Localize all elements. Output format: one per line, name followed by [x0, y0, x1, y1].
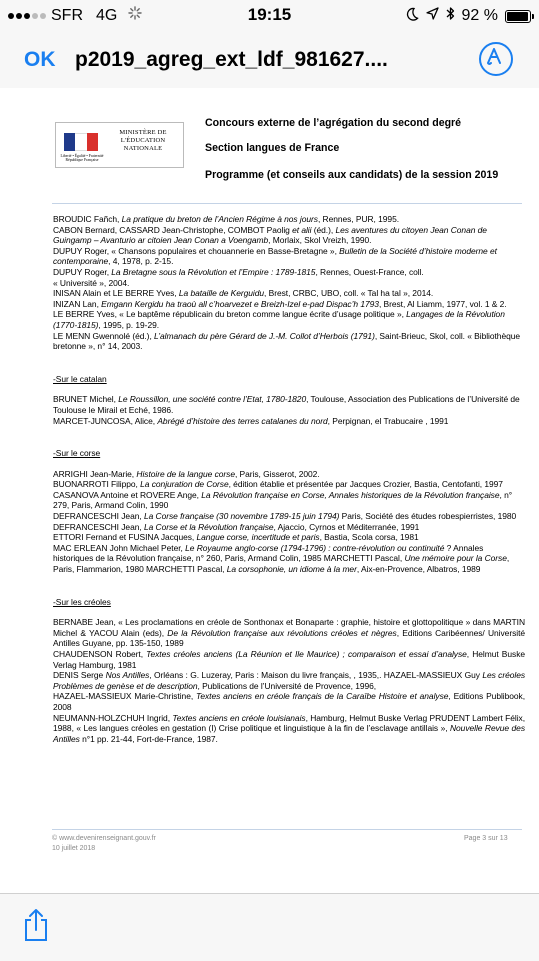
- bibliography-entry: HAZAEL-MASSIEUX Marie-Christine, Textes anciens en créole français de la Caraïbe Histoire et analyse, Editions Publibook, 2008: [53, 691, 525, 712]
- header-line-3: Programme (et conseils aux candidats) de la session 2019: [205, 169, 499, 181]
- header-divider: [52, 203, 522, 204]
- bibliography-entry: INISAN Alain et LE BERRE Yves, La bataille de Kerguidu, Brest, CRBC, UBO, coll. « Tal ha tal », 2014.: [53, 288, 434, 299]
- header-line-1: Concours externe de l’agrégation du second degré: [205, 117, 462, 129]
- clock: 19:15: [247, 5, 292, 24]
- bibliography-entry: DEFRANCESCHI Jean, La Corse et la Révolution française, Ajaccio, Cyrnos et Méditerranée, 1991: [53, 521, 420, 532]
- bibliography-entry: CABON Bernard, CASSARD Jean-Christophe, COMBOT Paolig et alii (éd.), Les aventures du citoyen Jean Conan de Guingamp – Avanturio ar citoien Jean Conan a Voengamb, Morlaix, Skol Vreizh, 1990.: [53, 224, 487, 246]
- ministry-logo: [55, 122, 184, 168]
- status-bar: [0, 0, 539, 32]
- bibliography-entry: CHAUDENSON Robert, Textes créoles anciens (La Réunion et Ile Maurice) ; comparaison et essai d’analyse, Helmut Buske Verlag Hamburg, 1981: [53, 649, 526, 670]
- republic-motto: Liberté • Égalité • Fraternité République Française: [60, 154, 104, 163]
- french-flag: [64, 133, 98, 151]
- footer-page-number: Page 3 sur 13: [464, 835, 508, 842]
- bibliography-entry: MAC ERLEAN John Michael Peter, Le Royaume anglo-corse (1794-1796) : contre-révolution ou continuité ? Annales historiques de la Révolution française, n° 260, Paris, Armand Colin, 1985 MARCHETTI Pascal, Une mémoire pour la Corse, Paris, Flammarion, 1980 MARCHETTI Pascal, La corsophonie, un idiome à la mer, Aix-en-Provence, Albatros, 1989: [53, 542, 510, 575]
- bibliography-entry: ARRIGHI Jean-Marie, Histoire de la langue corse, Paris, Gisserot, 2002.: [53, 468, 320, 479]
- ministry-name: MINISTÈRE DE L'ÉDUCATION NATIONALE: [119, 129, 167, 152]
- bibliography-entry: DEFRANCESCHI Jean, La Corse française (30 novembre 1789-15 juin 1794) Paris, Société des études robespierristes, 1980: [53, 511, 517, 522]
- breton-list: [53, 214, 525, 352]
- bibliography-entry: NEUMANN-HOLZCHUH Ingrid, Textes anciens en créole louisianais, Hamburg, Helmut Buske Verlag PRUDENT Lambert Félix, 1988, « Les langues créoles en gestation (I) Crise politique et linguistique à la fin de l’esclavage antillais », Nouvelle Revue des Antilles n°1 pp. 21-44, Fort-de-France, 1987.: [53, 712, 525, 744]
- bibliography-entry: BERNABE Jean, « Les proclamations en créole de Sonthonax et Bonaparte : graphie, histoire et glottopolitique » dans MARTIN Michel & YACOU Alain (eds), De la Révolution française aux révolutions créoles et nègres, Editions Caribéennes/ Université Antilles Guyane, pp. 135-150, 1989: [53, 617, 526, 649]
- share-icon: [23, 908, 49, 942]
- bibliography-entry: BROUDIC Fañch, La pratique du breton de l’Ancien Régime à nos jours, Rennes, PUR, 1995.: [53, 214, 400, 224]
- bibliography-entry: BUONARROTI Filippo, La conjuration de Corse, édition établie et présentée par Jacques Crozier, Bastia, Centofanti, 1997: [53, 479, 503, 490]
- location-icon: [426, 7, 439, 25]
- navigation-bar: [0, 32, 539, 89]
- moon-icon: [405, 7, 419, 26]
- bibliography-entry: DUPUY Roger, « Chansons populaires et chouannerie en Basse-Bretagne », Bulletin de la Société d’histoire moderne et contemporaine, 4, 1978, p. 2-15.: [53, 245, 497, 267]
- creoles-list: [53, 617, 525, 744]
- battery-icon: [505, 10, 531, 23]
- section-heading-corse: -Sur le corse: [53, 448, 101, 459]
- bibliography-entry: MARCET-JUNCOSA, Alice, Abrégé d’histoire des terres catalanes du nord, Perpignan, el Trabucaire , 1991: [53, 415, 449, 426]
- bibliography-entry: DENIS Serge Nos Antilles, Orléans : G. Luzeray, Paris : Maison du livre français, , 1935,. HAZAEL-MASSIEUX Guy Les créoles Problèmes de genèse et de description, Publications de l’Université de Provence, 1996,: [53, 670, 526, 691]
- battery-percent: 92 %: [461, 7, 498, 24]
- section-heading-catalan: -Sur le catalan: [53, 373, 107, 384]
- carrier: SFR: [51, 6, 83, 24]
- bibliography-entry: LE BERRE Yves, « Le baptême républicain du breton comme langue écrite d’usage politique », Langages de la Révolution (1770-1815), 1995, p. 19-29.: [53, 309, 505, 330]
- markup-pen-icon: [486, 48, 502, 66]
- bibliography-entry: LE MENN Gwennolé (éd.), L’almanach du père Gérard de J.-M. Collot d’Herbois (1791), Saint-Brieuc, Skol, coll. « Bibliothèque bretonne », n° 14, 2003.: [53, 330, 521, 352]
- footer-divider: [52, 829, 522, 830]
- bibliography: [53, 214, 525, 744]
- header-line-2: Section langues de France: [205, 142, 340, 154]
- bottom-toolbar: [0, 893, 539, 961]
- corse-list: [53, 469, 525, 575]
- footer-date: 10 juillet 2018: [52, 845, 96, 852]
- bibliography-entry: « Université », 2004.: [53, 277, 130, 288]
- document-page[interactable]: [0, 88, 539, 893]
- section-heading-creoles: -Sur les créoles: [53, 596, 111, 607]
- share-button[interactable]: [23, 908, 49, 947]
- document-title: p2019_agreg_ext_ldf_981627....: [75, 48, 388, 71]
- markup-button[interactable]: [479, 42, 513, 76]
- footer-site: © www.devenirenseignant.gouv.fr: [52, 835, 156, 842]
- bibliography-entry: BRUNET Michel, Le Roussillon, une société contre l’Etat, 1780-1820, Toulouse, Association des Publications de l’Université de Toulouse le Mirail et Eché, 1986.: [53, 394, 520, 415]
- bibliography-entry: ETTORI Fernand et FUSINA Jacques, Langue corse, incertitude et paris, Bastia, Scola corsa, 1981: [53, 532, 419, 543]
- bluetooth-icon: [446, 6, 455, 26]
- bibliography-entry: CASANOVA Antoine et ROVERE Ange, La Révolution française en Corse, Annales historiques de la Révolution française, n° 279, Paris, Armand Colin, 1990: [53, 489, 513, 511]
- ok-button[interactable]: OK: [24, 48, 56, 71]
- catalan-list: [53, 394, 525, 426]
- status-right: [405, 6, 531, 26]
- network-type: 4G: [96, 6, 118, 24]
- bibliography-entry: INIZAN Lan, Emgann Kergidu ha traoù all c’hoarvezet e Breizh-Izel e-pad Dispac’h 1793, Brest, Al Liamm, 1977, vol. 1 & 2.: [53, 298, 507, 309]
- bibliography-entry: DUPUY Roger, La Bretagne sous la Révolution et l’Empire : 1789-1815, Rennes, Ouest-France, coll.: [53, 266, 424, 277]
